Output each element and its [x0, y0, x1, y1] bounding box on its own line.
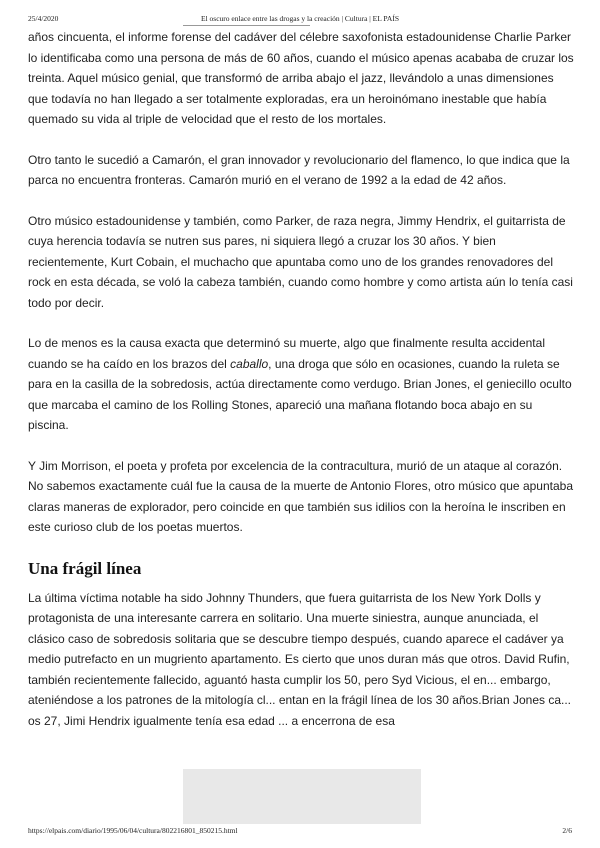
paragraph-text: , una droga que sólo en ocasiones, cuando la ruleta se para en la casilla de la sobredosis, actúa directamente como verdugo. Brian Jones, el geniecillo oculto que marcaba el camino de los Rolling Stones, apareció una mañana flotando boca abajo en su piscina. [28, 356, 572, 432]
article-paragraph: La última víctima notable ha sido Johnny Thunders, que fuera guitarrista de los New York Dolls y protagonista de una interesante carrera en solitario. Una muerte siniestra, aunque anunciada, el clásico caso de sobredosis solitaria que se descubre tiempo después, cuando aparece el cadáver ya medio putrefacto en un mugriento apartamento. Es cierto que unos duran más que otros. David Rufin, también recientemente fallecido, aguantó hasta cumplir los 50, pero Syd Vicious, el en... embargo, ateniéndose a los patrones de la mitología cl... entan en la frágil línea de los 30 años.Brian Jones ca... os 27, Jimi Hendrix igualmente tenía esa edad ... a encerrona de esa [28, 590, 572, 728]
italic-term: caballo [230, 356, 269, 371]
article-paragraph [28, 333, 574, 436]
section-heading: Una frágil línea [28, 558, 142, 578]
ad-placeholder [183, 769, 421, 824]
article-paragraph: Otro tanto le sucedió a Camarón, el gran innovador y revolucionario del flamenco, lo que indica que la parca no encuentra fronteras. Camarón murió en el verano de 1992 a la edad de 42 años. [28, 152, 570, 187]
print-url: https://elpais.com/diario/1995/06/04/cultura/802216801_850215.html [28, 826, 238, 835]
print-date: 25/4/2020 [28, 14, 59, 23]
paragraph-text: Lo de menos es la causa exacta que determinó su muerte, algo que finalmente resulta accidental cuando se ha caído en los brazos del [28, 336, 545, 371]
print-page-title: El oscuro enlace entre las drogas y la creación | Cultura | EL PAÍS [200, 14, 399, 23]
article-paragraph: años cincuenta, el informe forense del cadáver del célebre saxofonista estadounidense Charlie Parker lo identificaba como una persona de más de 60 años, cuando el músico apenas acababa de cruzar los treinta. Aquel músico genial, que transformó de arriba abajo el jazz, llevándolo a unas dimensiones que todavía no han llegado a ser totalmente exploradas, era un heroinómano inestable que había quemado su vida al triple de velocidad que el resto de los mortales. [28, 30, 574, 126]
article-body [28, 27, 574, 731]
header-underline [183, 25, 310, 26]
print-page-number: 2/6 [562, 826, 572, 835]
article-paragraph: Otro músico estadounidense y también, como Parker, de raza negra, Jimmy Hendrix, el guitarrista de cuya herencia todavía se nutren sus pares, ni siquiera llegó a cruzar los 30 años. Y bien recientemente, Kurt Cobain, el muchacho que apuntaba como uno de los grandes renovadores del rock en esta década, se voló la cabeza también, cuando como hombre y como artista aún lo tenía casi todo por decir. [28, 213, 573, 310]
article-paragraph: Y Jim Morrison, el poeta y profeta por excelencia de la contracultura, murió de un ataque al corazón. No sabemos exactamente cuál fue la causa de la muerte de Antonio Flores, otro músico que apuntaba claras maneras de explorador, pero coincide en que también sus idilios con la heroína le inscriben en este curioso club de los poetas muertos. [28, 458, 573, 534]
